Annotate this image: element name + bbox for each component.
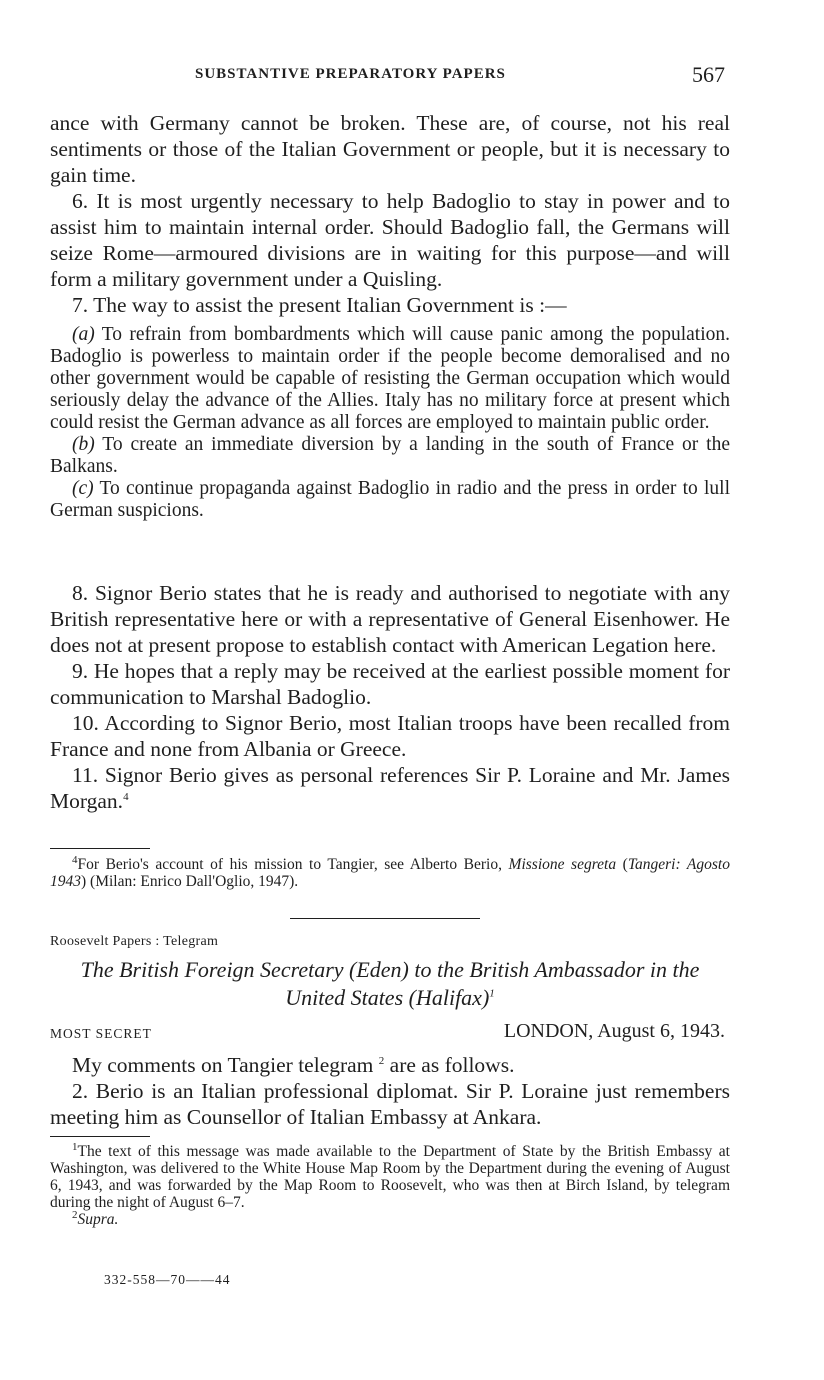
item-a-label: (a) (72, 324, 95, 345)
footnote-2-text: Supra. (77, 1211, 119, 1228)
telegram-paragraph-1 (50, 1052, 730, 1078)
document-title-text: The British Foreign Secretary (Eden) to the British Ambassador in the United States (Halifax) (80, 957, 700, 1010)
telegram-paragraph-1-a: My comments on Tangier telegram (72, 1053, 379, 1077)
footnote-4 (50, 853, 730, 890)
item-b-label: (b) (72, 434, 95, 455)
footnote-4-part-c: ) (Milan: Enrico Dall'Oglio, 1947). (81, 873, 299, 890)
footnote-4-part-a: For Berio's account of his mission to Tangier, see Alberto Berio, (77, 856, 509, 873)
footnote-1-marker: 1 (72, 1140, 78, 1153)
document-title (50, 956, 730, 1012)
footnote-ref-1: 1 (489, 987, 495, 1000)
paragraph-7: 7. The way to assist the present Italian Government is :— (72, 293, 567, 317)
running-head (50, 62, 730, 90)
item-c-text: To continue propaganda against Badoglio in radio and the press in order to lull German suspicions. (50, 478, 730, 521)
main-text (50, 110, 730, 318)
footnote-rule-2 (50, 1136, 150, 1137)
paragraph-8: 8. Signor Berio states that he is ready and authorised to negotiate with any British representative here or with a representative of General Eisenhower. He does not at present propose to establish contact with American Legation here. (50, 581, 730, 657)
footnote-4-italic-b: Tangeri: Agosto 1943 (50, 856, 730, 890)
paragraph-6: 6. It is most urgently necessary to help Badoglio to stay in power and to assist him to maintain internal order. Should Badoglio fall, the Germans will seize Rome—armoured divisions are in waiting for this purpose—and will form a military government under a Quisling. (50, 189, 730, 291)
paragraph-11-text: 11. Signor Berio gives as personal references Sir P. Loraine and Mr. James Morgan. (50, 763, 730, 813)
quoted-list (50, 324, 730, 522)
document-page (50, 0, 730, 1380)
telegram-body (50, 1052, 730, 1130)
print-code: 332-558—70——44 (104, 1272, 231, 1287)
paragraph-continued: ance with Germany cannot be broken. These are, of course, not his real sentiments or those of the Italian Government or people, but it is necessary to gain time. (50, 111, 730, 187)
footnote-4-part-b: ( (616, 856, 628, 873)
running-title: SUBSTANTIVE PREPARATORY PAPERS (195, 66, 506, 82)
telegram-paragraph-2: 2. Berio is an Italian professional diplomat. Sir P. Loraine just remembers meeting him as Counsellor of Italian Embassy at Ankara. (50, 1079, 730, 1129)
paragraph-10: 10. According to Signor Berio, most Italian troops have been recalled from France and none from Albania or Greece. (50, 711, 730, 761)
classification: MOST SECRET (50, 1026, 152, 1041)
footnote-ref-4: 4 (123, 790, 129, 803)
item-c (50, 478, 730, 522)
item-a (50, 324, 730, 434)
item-a-text: To refrain from bombardments which will cause panic among the population. Badoglio is powerless to maintain order if the people become demoralised and no other government would be capable of resisting the German occupation which would seriously delay the advance of the Allies. Italy has no military force at present which could resist the German advance as all forces are employed to maintain public order. (50, 324, 730, 433)
footnote-1 (50, 1140, 730, 1211)
document-heading (50, 956, 730, 1012)
main-text-continued (50, 580, 730, 814)
footnote-2 (50, 1208, 730, 1228)
footnote-1-text: The text of this message was made available to the Department of State by the British Embassy at Washington, was delivered to the White House Map Room by the Department during the evening of August 6, 1943, and was forwarded by the Map Room to Roosevelt, who was then at Birch Island, by telegram during the night of August 6–7. (50, 1143, 730, 1211)
footnote-4-text (50, 853, 730, 890)
item-c-label: (c) (72, 478, 94, 499)
paragraph-11 (50, 762, 730, 814)
section-divider (290, 918, 480, 919)
page-number: 567 (692, 62, 725, 87)
item-b (50, 434, 730, 478)
footnote-rule (50, 848, 150, 849)
paragraph-9: 9. He hopes that a reply may be received at the earliest possible moment for communication to Marshal Badoglio. (50, 659, 730, 709)
footnote-4-italic-a: Missione segreta (508, 856, 617, 873)
item-b-text: To create an immediate diversion by a landing in the south of France or the Balkans. (50, 434, 730, 477)
telegram-paragraph-1-b: are as follows. (384, 1053, 515, 1077)
footnote-ref-2: 2 (378, 1054, 385, 1067)
document-source: Roosevelt Papers : Telegram (50, 934, 219, 949)
dateline: LONDON, August 6, 1943. (503, 1020, 725, 1042)
footnotes-bottom (50, 1140, 730, 1228)
footnote-2-marker: 2 (72, 1208, 78, 1221)
footnote-4-marker: 4 (72, 853, 78, 866)
